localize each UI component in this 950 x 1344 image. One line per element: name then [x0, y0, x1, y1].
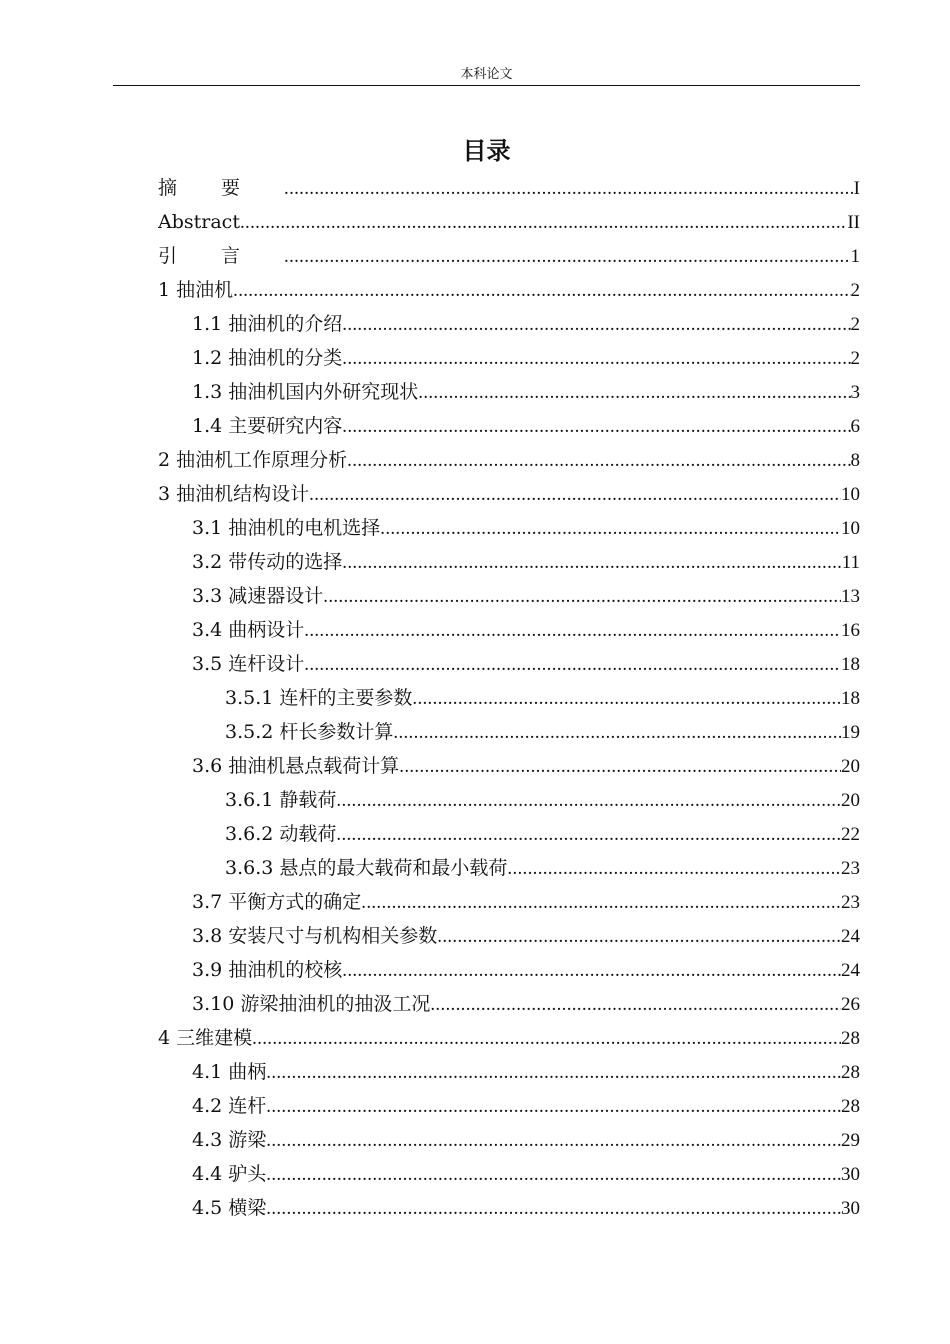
running-header: 本科论文 [460, 67, 513, 82]
toc-entry[interactable] [158, 273, 860, 307]
toc-entry-label: 1.2 抽油机的分类 [192, 347, 343, 369]
toc-entry-page-number: 22 [841, 824, 860, 845]
toc-entry-label: 3.6.1 静载荷 [225, 789, 337, 811]
toc-entry-page-number: 28 [841, 1028, 860, 1049]
dot-leader [361, 886, 841, 919]
toc-entry-page-number: 23 [841, 858, 860, 879]
toc-entry[interactable] [158, 613, 860, 647]
dot-leader [412, 682, 841, 715]
toc-entry-label: 4.1 曲柄 [192, 1061, 267, 1083]
toc-entry-page-number: 18 [841, 654, 860, 675]
dot-leader [399, 750, 841, 783]
dot-leader [336, 818, 841, 851]
toc-entry-label: 3.1 抽油机的电机选择 [192, 517, 381, 539]
toc-entry[interactable] [158, 919, 860, 953]
toc-entry-page-number: 18 [841, 688, 860, 709]
dot-leader [266, 1056, 841, 1089]
toc-entry-label: 3.6.2 动载荷 [225, 823, 337, 845]
dot-leader [342, 954, 841, 987]
dot-leader [266, 1124, 841, 1157]
toc-entry-label: 引言 [158, 245, 285, 267]
toc-entry-label: 3.3 减速器设计 [192, 585, 324, 607]
toc-entry[interactable] [158, 647, 860, 681]
toc-entry[interactable] [158, 443, 860, 477]
dot-leader [252, 1022, 841, 1055]
toc-entry[interactable] [158, 545, 860, 579]
dot-leader [418, 376, 850, 409]
dot-leader [336, 784, 841, 817]
toc-entry-label: 3.5.2 杆长参数计算 [225, 721, 394, 743]
toc-entry[interactable] [158, 783, 860, 817]
toc-entry-label: 2 抽油机工作原理分析 [158, 449, 348, 471]
dot-leader [342, 410, 850, 443]
header-rule [113, 85, 860, 86]
toc-entry-page-number: 30 [841, 1164, 860, 1185]
toc-entry-label: 摘要 [158, 177, 285, 199]
toc-entry[interactable] [158, 953, 860, 987]
toc-entry-page-number: 16 [841, 620, 860, 641]
dot-leader [342, 308, 850, 341]
toc-entry-label: 3.9 抽油机的校核 [192, 959, 343, 981]
toc-entry-page-number: 3 [850, 382, 860, 403]
toc-entry-page-number: 20 [841, 756, 860, 777]
toc-entry-page-number: 30 [841, 1198, 860, 1219]
toc-entry[interactable] [158, 987, 860, 1021]
toc-entry-page-number: 19 [841, 722, 860, 743]
toc-entry-page-number: 23 [841, 892, 860, 913]
dot-leader [430, 988, 841, 1021]
toc-entry[interactable] [158, 749, 860, 783]
toc-entry-label: 1 抽油机 [158, 279, 234, 301]
toc-entry-label: 3.7 平衡方式的确定 [192, 891, 362, 913]
toc-entry-label: 3.5.1 连杆的主要参数 [225, 687, 413, 709]
dot-leader [342, 546, 841, 579]
toc-entry-label: 4.4 驴头 [192, 1163, 267, 1185]
toc-entry-page-number: 28 [841, 1096, 860, 1117]
toc-entry-label: 1.1 抽油机的介绍 [192, 313, 343, 335]
toc-entry-page-number: 29 [841, 1130, 860, 1151]
toc-entry-page-number: 2 [850, 280, 860, 301]
dot-leader [266, 1158, 841, 1191]
toc-entry-page-number: 10 [841, 518, 860, 539]
toc-entry-label: 3.5 连杆设计 [192, 653, 305, 675]
table-of-contents [158, 171, 860, 1225]
toc-entry-label: 3.10 游梁抽油机的抽汲工况 [192, 993, 431, 1015]
toc-entry-page-number: I [853, 178, 860, 199]
toc-entry-page-number: 11 [841, 552, 860, 573]
toc-entry-page-number: 20 [841, 790, 860, 811]
toc-entry[interactable] [158, 511, 860, 545]
dot-leader [323, 580, 841, 613]
toc-entry[interactable] [158, 1089, 860, 1123]
toc-entry-label: 3.6 抽油机悬点载荷计算 [192, 755, 400, 777]
dot-leader [304, 614, 841, 647]
toc-entry-label: 3.4 曲柄设计 [192, 619, 305, 641]
toc-entry[interactable] [158, 1123, 860, 1157]
toc-entry[interactable] [158, 205, 860, 239]
toc-entry-label: 1.3 抽油机国内外研究现状 [192, 381, 419, 403]
toc-entry[interactable] [158, 579, 860, 613]
toc-entry-page-number: 26 [841, 994, 860, 1015]
dot-leader [437, 920, 841, 953]
toc-entry-page-number: 6 [850, 416, 860, 437]
toc-entry-label: 3.2 带传动的选择 [192, 551, 343, 573]
toc-entry-page-number: 10 [841, 484, 860, 505]
dot-leader [347, 444, 850, 477]
dot-leader [380, 512, 841, 545]
toc-entry[interactable] [158, 1191, 860, 1225]
dot-leader [507, 852, 841, 885]
toc-title: 目录 [462, 137, 511, 165]
toc-entry[interactable] [158, 341, 860, 375]
toc-entry-label: Abstract [158, 211, 240, 233]
toc-entry-page-number: 2 [850, 348, 860, 369]
toc-entry[interactable] [158, 1055, 860, 1089]
dot-leader [342, 342, 850, 375]
toc-entry-label: 4.3 游梁 [192, 1129, 267, 1151]
toc-entry[interactable] [158, 477, 860, 511]
toc-entry[interactable] [158, 681, 860, 715]
toc-entry-page-number: II [847, 212, 860, 233]
dot-leader [233, 274, 850, 307]
toc-entry[interactable] [158, 239, 860, 273]
toc-entry-label: 3.6.3 悬点的最大载荷和最小载荷 [225, 857, 508, 879]
toc-entry-label: 1.4 主要研究内容 [192, 415, 343, 437]
dot-leader [284, 172, 854, 205]
toc-entry[interactable] [158, 1157, 860, 1191]
toc-entry-page-number: 24 [841, 960, 860, 981]
toc-entry-label: 3 抽油机结构设计 [158, 483, 310, 505]
toc-entry-label: 4 三维建模 [158, 1027, 253, 1049]
dot-leader [304, 648, 841, 681]
toc-entry-page-number: 28 [841, 1062, 860, 1083]
toc-entry[interactable] [158, 409, 860, 443]
toc-entry[interactable] [158, 375, 860, 409]
dot-leader [240, 206, 847, 239]
dot-leader [393, 716, 841, 749]
toc-entry-page-number: 2 [850, 314, 860, 335]
dot-leader [309, 478, 841, 511]
toc-entry-page-number: 24 [841, 926, 860, 947]
toc-entry-label: 4.5 横梁 [192, 1197, 267, 1219]
toc-entry-page-number: 8 [850, 450, 860, 471]
toc-entry[interactable] [158, 171, 860, 205]
toc-entry-label: 3.8 安装尺寸与机构相关参数 [192, 925, 438, 947]
toc-entry[interactable] [158, 1021, 860, 1055]
toc-entry-page-number: 1 [850, 246, 860, 267]
toc-entry[interactable] [158, 307, 860, 341]
toc-entry-page-number: 13 [841, 586, 860, 607]
dot-leader [284, 240, 850, 273]
dot-leader [266, 1090, 841, 1123]
toc-entry[interactable] [158, 817, 860, 851]
toc-entry[interactable] [158, 715, 860, 749]
dot-leader [266, 1192, 841, 1225]
toc-entry[interactable] [158, 851, 860, 885]
toc-entry[interactable] [158, 885, 860, 919]
toc-entry-label: 4.2 连杆 [192, 1095, 267, 1117]
